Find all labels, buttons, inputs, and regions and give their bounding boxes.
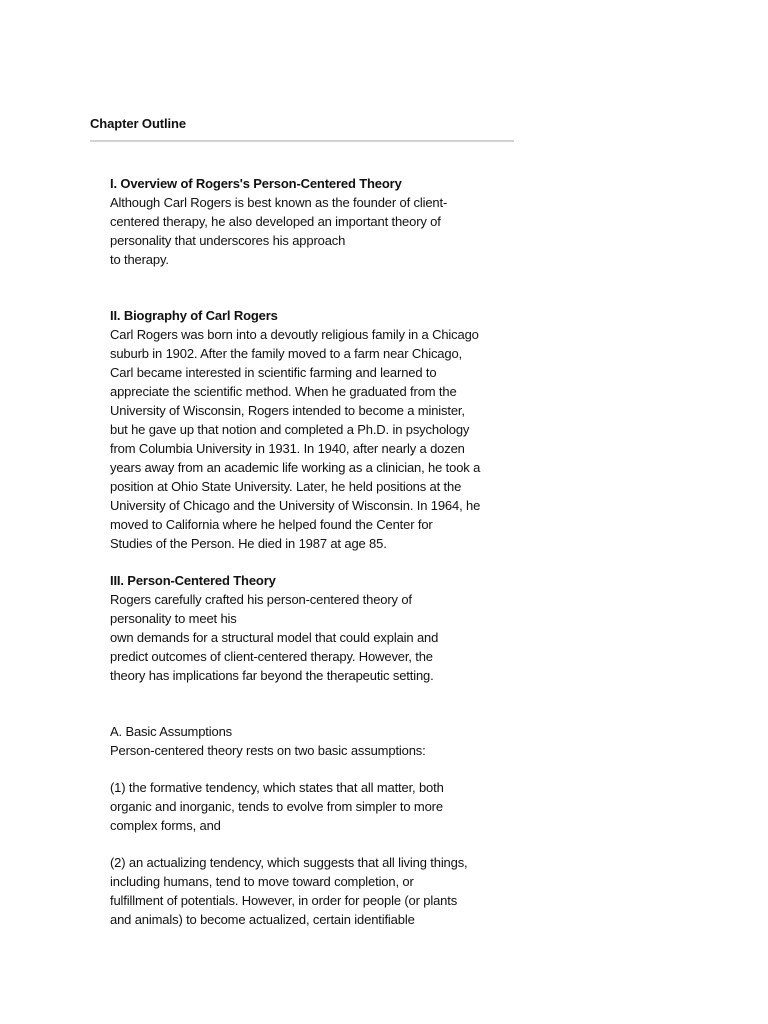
body-line: Rogers carefully crafted his person-centered theory of: [110, 592, 412, 607]
body-line: but he gave up that notion and completed a Ph.D. in psychology: [110, 422, 470, 437]
body-line: centered therapy, he also developed an important theory of: [110, 214, 441, 229]
body-line: Although Carl Rogers is best known as the founder of client-: [110, 195, 448, 210]
assumption-line: complex forms, and: [110, 818, 221, 833]
subsection-heading: A. Basic Assumptions: [110, 724, 232, 739]
body-line: years away from an academic life working as a clinician, he took a: [110, 460, 481, 475]
body-line: Studies of the Person. He died in 1987 at age 85.: [110, 536, 387, 551]
body-line: own demands for a structural model that could explain and: [110, 630, 439, 645]
assumption-line: (2) an actualizing tendency, which suggests that all living things,: [110, 855, 468, 870]
body-line: appreciate the scientific method. When he graduated from the: [110, 384, 457, 399]
body-line: University of Wisconsin, Rogers intended to become a minister,: [110, 403, 465, 418]
title-divider: [90, 140, 514, 142]
body-line: University of Chicago and the University of Wisconsin. In 1964, he: [110, 498, 481, 513]
section-heading: III. Person-Centered Theory: [110, 573, 276, 588]
body-line: moved to California where he helped found the Center for: [110, 517, 433, 532]
body-line: Carl became interested in scientific farming and learned to: [110, 365, 437, 380]
section-heading: I. Overview of Rogers's Person-Centered Theory: [110, 176, 402, 191]
body-line: Carl Rogers was born into a devoutly religious family in a Chicago: [110, 327, 479, 342]
chapter-title: Chapter Outline: [90, 116, 187, 131]
body-line: personality to meet his: [110, 611, 237, 626]
body-line: position at Ohio State University. Later, he held positions at the: [110, 479, 462, 494]
body-line: predict outcomes of client-centered therapy. However, the: [110, 649, 433, 664]
assumption-line: fulfillment of potentials. However, in order for people (or plants: [110, 893, 458, 908]
assumption-line: organic and inorganic, tends to evolve from simpler to more: [110, 799, 443, 814]
body-line: suburb in 1902. After the family moved to a farm near Chicago,: [110, 346, 463, 361]
assumption-line: and animals) to become actualized, certain identifiable: [110, 912, 415, 927]
section-heading: II. Biography of Carl Rogers: [110, 308, 278, 323]
body-line: Person-centered theory rests on two basic assumptions:: [110, 743, 426, 758]
assumption-line: including humans, tend to move toward completion, or: [110, 874, 414, 889]
body-line: to therapy.: [110, 252, 169, 267]
assumption-line: (1) the formative tendency, which states that all matter, both: [110, 780, 444, 795]
body-line: personality that underscores his approach: [110, 233, 346, 248]
body-line: from Columbia University in 1931. In 1940, after nearly a dozen: [110, 441, 465, 456]
body-line: theory has implications far beyond the therapeutic setting.: [110, 668, 434, 683]
